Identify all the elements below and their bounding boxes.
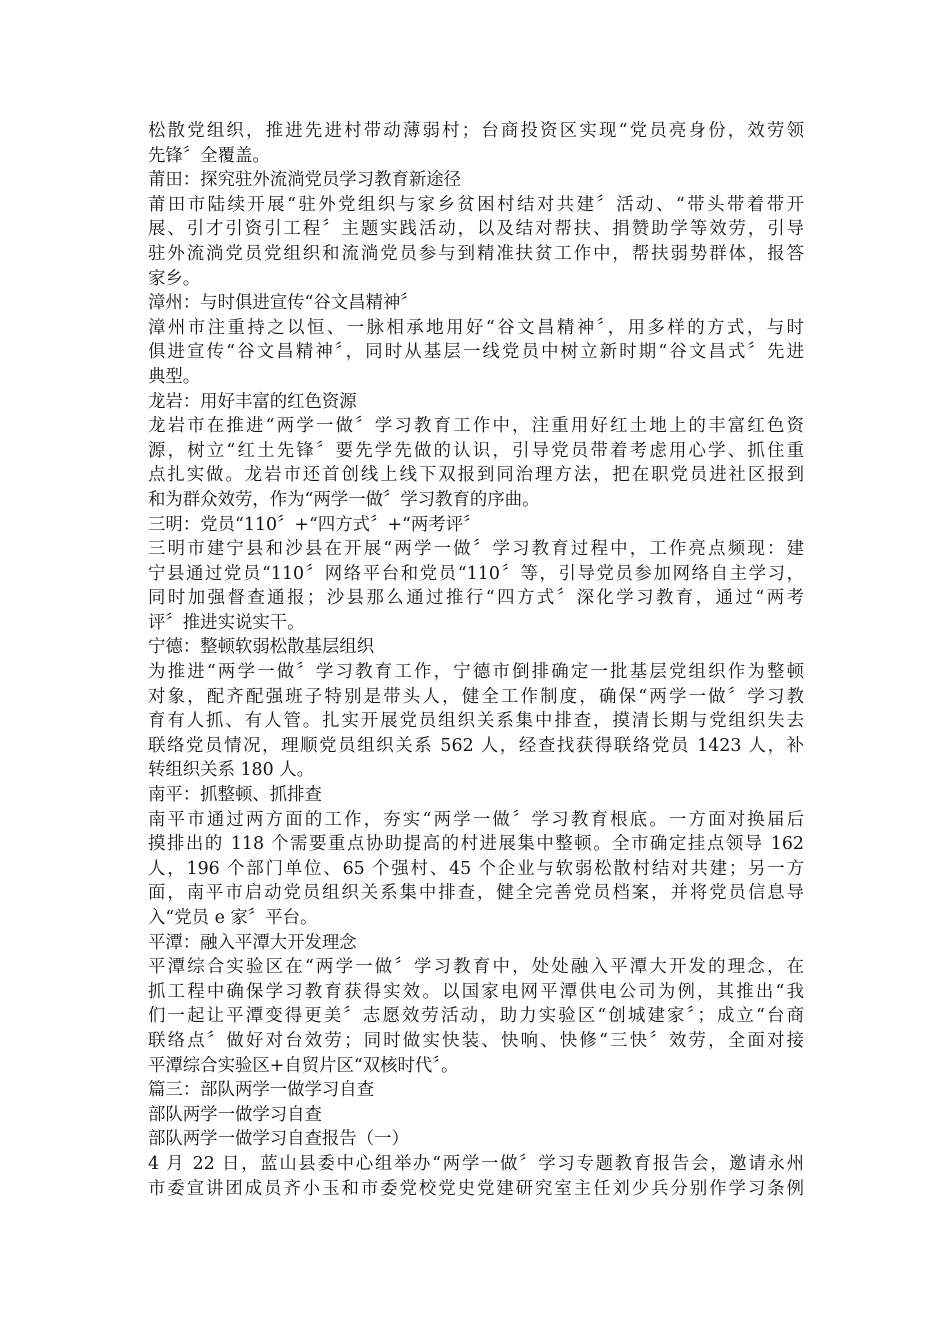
text-line: 漳州市注重持之以恒、一脉相承地用好“谷文昌精神〞，用多样的方式，与时 — [148, 317, 804, 338]
document-page — [148, 119, 804, 1201]
text-line: 面，南平市启动党员组织关系集中排查，健全完善党员档案，并将党员信息导 — [148, 883, 804, 904]
text-line: 入“党员 e 家〞平台。 — [148, 908, 318, 928]
text-line: 俱进宣传“谷文昌精神〞，同时从基层一线党员中树立新时期“谷文昌式〞先进 — [148, 342, 804, 363]
text-line: 宁德：整顿软弱松散基层组织 — [148, 637, 375, 658]
text-line: 三明市建宁县和沙县在开展“两学一做〞学习教育过程中，工作亮点频现：建 — [148, 539, 804, 560]
text-line: 同时加强督查通报；沙县那么通过推行“四方式〞深化学习教育，通过“两考 — [148, 588, 804, 609]
text-line: 龙岩：用好丰富的红色资源 — [148, 391, 357, 412]
text-line: 评〞推进实说实干。 — [148, 612, 305, 633]
text-line: 平潭综合实验区+自贸片区“双核时代〞。 — [148, 1055, 459, 1076]
text-line: 育有人抓、有人管。扎实开展党员组织关系集中排查，摸清长期与党组织失去 — [148, 711, 804, 732]
text-line: 三明：党员“110〞+“四方式〞+“两考评〞 — [148, 514, 481, 535]
text-line: 市委宣讲团成员齐小玉和市委党校党史党建研究室主任刘少兵分别作学习条例 — [148, 1178, 804, 1199]
text-line: 为推进“两学一做〞学习教育工作，宁德市倒排确定一批基层党组织作为整顿 — [148, 662, 804, 683]
text-line: 平潭综合实验区在“两学一做〞学习教育中，处处融入平潭大开发的理念，在 — [148, 957, 804, 978]
text-line: 源，树立“红土先锋〞要先学先做的认识，引导党员带着考虑用心学、抓住重 — [148, 440, 804, 461]
text-line: 莆田市陆续开展“驻外党组织与家乡贫困村结对共建〞活动、“带头带着带开 — [148, 194, 804, 215]
text-line: 漳州：与时俱进宣传“谷文昌精神〞 — [148, 293, 418, 314]
text-line: 和为群众效劳，作为“两学一做〞学习教育的序曲。 — [148, 489, 540, 510]
text-line: 莆田：探究驻外流淌党员学习教育新途径 — [148, 170, 462, 191]
text-line: 4 月 22 日，蓝山县委中心组举办“两学一做〞学习专题教育报告会，邀请永州 — [148, 1153, 804, 1174]
text-line: 南平市通过两方面的工作，夯实“两学一做〞学习教育根底。一方面对换届后 — [148, 809, 804, 830]
text-line: 南平：抓整顿、抓排查 — [148, 785, 322, 806]
text-line: 平潭：融入平潭大开发理念 — [148, 932, 357, 953]
text-line: 先锋〞全覆盖。 — [148, 145, 270, 166]
text-line: 联络党员情况，理顺党员组织关系 562 人，经查找获得联络党员 1423 人，补 — [148, 735, 804, 756]
text-line: 松散党组织，推进先进村带动薄弱村；台商投资区实现“党员亮身份，效劳领 — [148, 121, 804, 141]
text-line: 部队两学一做学习自查报告（一） — [148, 1129, 409, 1150]
text-line: 篇三：部队两学一做学习自查 — [148, 1080, 375, 1101]
text-line: 摸排出的 118 个需要重点协助提高的村进展集中整顿。全市确定挂点领导 162 — [148, 834, 804, 855]
text-line: 部队两学一做学习自查 — [148, 1104, 322, 1125]
text-line: 展、引才引资引工程〞主题实践活动，以及结对帮扶、捐赞助学等效劳，引导 — [148, 219, 804, 240]
text-line: 们一起让平潭变得更美〞志愿效劳活动，助力实验区“创城建家〞；成立“台商 — [148, 1006, 804, 1027]
text-line: 点扎实做。龙岩市还首创线上线下双报到同治理方法，把在职党员进社区报到 — [148, 465, 804, 486]
text-line: 驻外流淌党员党组织和流淌党员参与到精准扶贫工作中，帮扶弱势群体，报答 — [148, 243, 804, 264]
text-line: 转组织关系 180 人。 — [148, 760, 314, 781]
text-line: 抓工程中确保学习教育获得实效。以国家电网平潭供电公司为例，其推出“我 — [148, 981, 804, 1002]
text-line: 对象，配齐配强班子特别是带头人，健全工作制度，确保“两学一做〞学习教 — [148, 686, 804, 707]
text-line: 家乡。 — [148, 268, 201, 289]
text-line: 典型。 — [148, 366, 201, 387]
text-line: 宁县通过党员“110〞网络平台和党员“110〞等，引导党员参加网络自主学习， — [148, 563, 804, 584]
text-line: 人，196 个部门单位、65 个强村、45 个企业与软弱松散村结对共建；另一方 — [148, 858, 804, 879]
text-line: 龙岩市在推进“两学一做〞学习教育工作中，注重用好红土地上的丰富红色资 — [148, 416, 804, 437]
text-line: 联络点〞做好对台效劳；同时做实快装、快响、快修“三快〞效劳，全面对接 — [148, 1030, 804, 1051]
